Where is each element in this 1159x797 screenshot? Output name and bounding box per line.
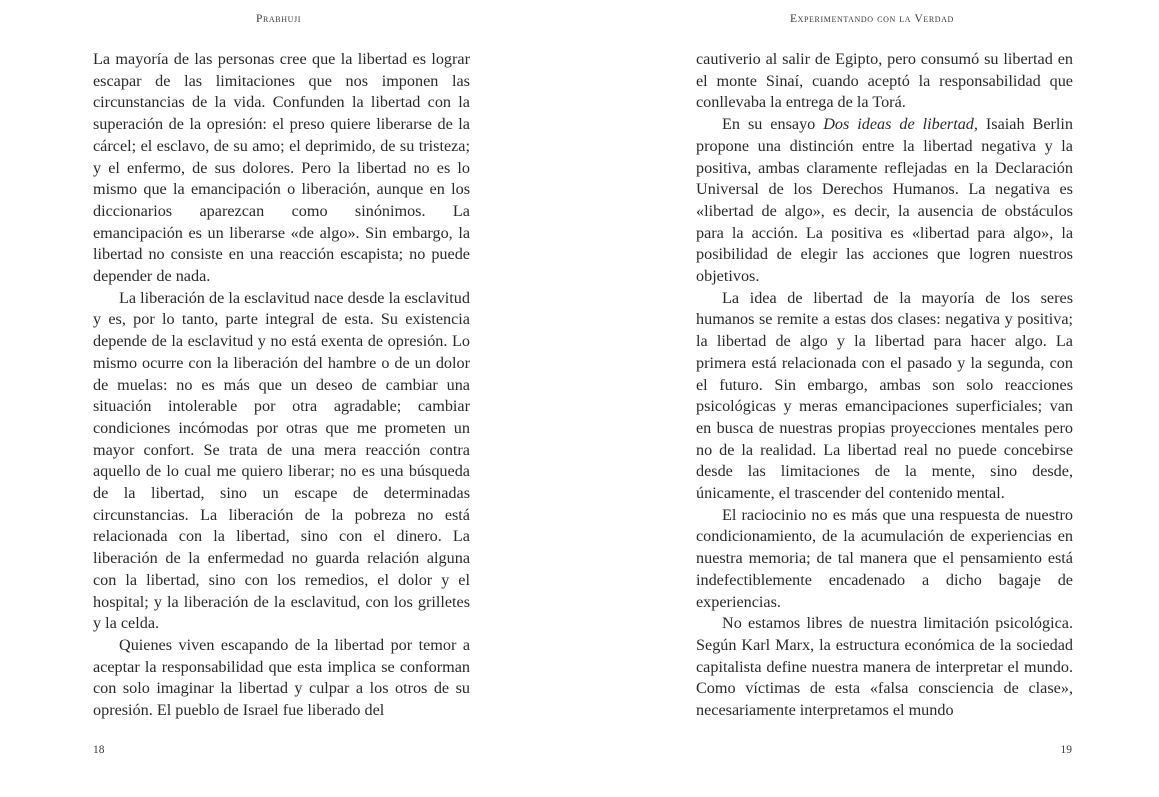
left-page-body	[93, 49, 470, 722]
running-head-title: Experimentando con la Verdad	[790, 13, 954, 25]
running-head-author: Prabhuji	[256, 13, 301, 25]
paragraph: cautiverio al salir de Egipto, pero consumó su libertad en el monte Sinaí, cuando aceptó la responsabilidad que conllevaba la entrega de la Torá.	[696, 50, 1073, 112]
right-page	[580, 0, 1159, 797]
paragraph: El raciocinio no es más que una respuesta de nuestro condicionamiento, de la acumulación de experiencias en nuestra memoria; de tal manera que el pensamiento está indefectiblemente encadenado a dicho bagaje de experiencias.	[696, 505, 1073, 611]
essay-title: Dos ideas de libertad,	[823, 115, 978, 134]
paragraph: La liberación de la esclavitud nace desde la esclavitud y es, por lo tanto, parte integral de esta. Su existencia depende de la esclavitud y no está exenta de opresión. Lo mismo ocurre con la liberación del hambre o de un dolor de muelas: no es más que un deseo de cambiar una situación intolerable por otra agradable; cambiar condiciones incómodas por otras que me prometen un mayor confort. Se trata de una mera reacción contra aquello de lo cual me quiero liberar; no es una búsqueda de la libertad, sino un escape de determinadas circunstancias. La liberación de la pobreza no está relacionada con la libertad, sino con el dinero. La liberación de la enfermedad no guarda relación alguna con la libertad, sino con los remedios, el dolor y el hospital; y la liberación de la esclavitud, con los grilletes y la celda.	[93, 288, 470, 633]
essay-text-before: En su ensayo	[722, 115, 824, 134]
paragraph: La idea de libertad de la mayoría de los seres humanos se remite a estas dos clases: negativa y positiva; la libertad de algo y la libertad para hacer algo. La primera está relacionada con el pasado y la segunda, con el futuro. Sin embargo, ambas son solo reacciones psicológicas y meras emancipaciones superficiales; van en busca de nuestras propias proyecciones mentales pero no de la realidad. La libertad real no puede concebirse desde las limitaciones de la mente, sino desde, únicamente, el trascender del contenido mental.	[696, 288, 1073, 503]
paragraph: La mayoría de las personas cree que la libertad es lograr escapar de las limitaciones que nos imponen las circunstancias de la vida. Confunden la libertad con la superación de la opresión: el preso quiere liberarse de la cárcel; el esclavo, de su amo; el deprimido, de su tristeza; y el enfermo, de sus dolores. Pero la libertad no es lo mismo que la emancipación o liberación, aunque en los diccionarios aparezcan como sinónimos. La emancipación es un liberarse «de algo». Sin embargo, la libertad no consiste en una reacción escapista; no puede depender de nada.	[93, 50, 470, 286]
page-number: 19	[1060, 744, 1072, 756]
paragraph: Quienes viven escapando de la libertad por temor a aceptar la responsabilidad que esta implica se conforman con solo imaginar la libertad y culpar a los otros de su opresión. El pueblo de Israel fue liberado del	[93, 635, 470, 720]
essay-text-after: Isaiah Berlin propone una distinción entre la libertad negativa y la positiva, ambas claramente reflejadas en la Declaración Universal de los Derechos Humanos. La negativa es «libertad de algo», es decir, la ausencia de obstáculos para la acción. La positiva es «libertad para algo», la posibilidad de elegir las acciones que logren nuestros objetivos.	[696, 115, 1073, 286]
page-number: 18	[93, 744, 105, 756]
paragraph: No estamos libres de nuestra limitación psicológica. Según Karl Marx, la estructura económica de la sociedad capitalista define nuestra manera de interpretar el mundo. Como víctimas de esta «falsa consciencia de clase», necesariamente interpretamos el mundo	[696, 614, 1073, 720]
paragraph-essay	[696, 114, 1073, 288]
right-page-body	[696, 49, 1073, 722]
